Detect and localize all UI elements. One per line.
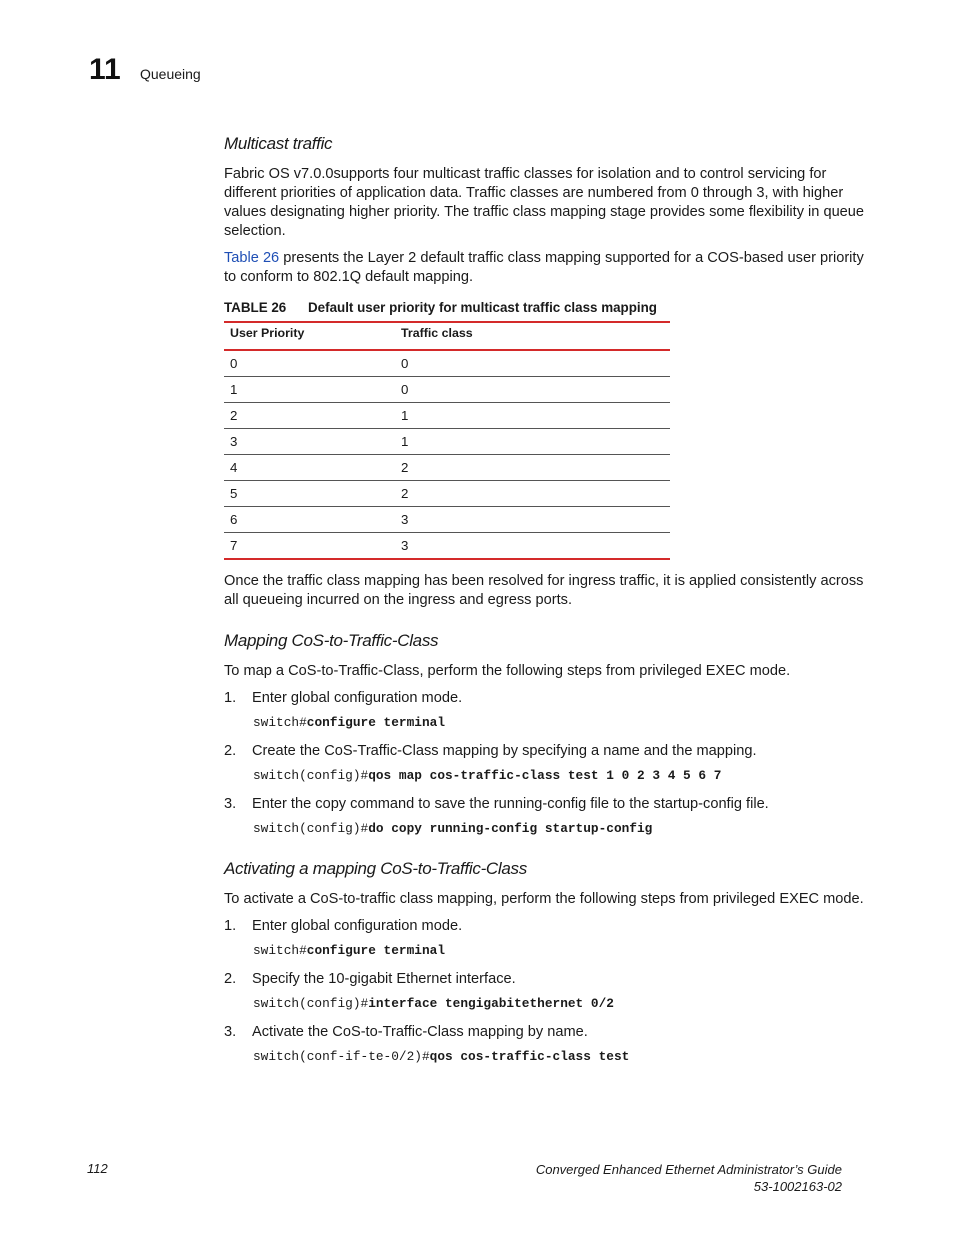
paragraph: Once the traffic class mapping has been resolved for ingress traffic, it is applied consistently across all queueing incurred on the ingress and egress ports. xyxy=(224,573,864,608)
code-block xyxy=(253,714,874,732)
doc-number: 53-1002163-02 xyxy=(753,1179,842,1194)
paragraph: Fabric OS v7.0.0supports four multicast traffic classes for isolation and to control servicing for different priorities of application data. Traffic classes are numbered from 0 through 3, with higher values designating higher priority. The traffic class mapping stage provides some flexibility in queue selection. xyxy=(224,166,865,239)
chapter-number: 11 xyxy=(89,53,121,86)
table-cell: 1 xyxy=(401,434,409,449)
footer-doc-info xyxy=(536,1161,842,1195)
paragraph-text: presents the Layer 2 default traffic class mapping supported for a COS-based user priority to conform to 802.1Q default mapping. xyxy=(224,250,864,285)
page-number: 112 xyxy=(87,1161,108,1176)
code-command: configure terminal xyxy=(306,943,445,958)
section-activating xyxy=(224,858,874,1066)
step-text: Enter global configuration mode. xyxy=(252,690,463,706)
section-heading-multicast: Multicast traffic xyxy=(224,134,333,153)
table-row xyxy=(224,507,670,533)
code-prompt: switch# xyxy=(253,715,307,730)
code-command: configure terminal xyxy=(306,715,445,730)
table-cell: 0 xyxy=(230,356,238,371)
step-number: 2. xyxy=(224,743,237,759)
code-prompt: switch(config)# xyxy=(253,768,369,783)
step-number: 1. xyxy=(224,690,237,706)
paragraph: To activate a CoS-to-traffic class mapping, perform the following steps from privileged EXEC mode. xyxy=(224,891,864,907)
code-block xyxy=(253,942,874,960)
paragraph: To map a CoS-to-Traffic-Class, perform the following steps from privileged EXEC mode. xyxy=(224,663,791,679)
priority-mapping-table xyxy=(224,321,670,560)
step-item xyxy=(224,795,874,814)
table-cell: 6 xyxy=(230,512,238,527)
table-row xyxy=(224,533,670,560)
table-cell: 3 xyxy=(401,538,409,553)
table-cell: 0 xyxy=(401,382,409,397)
table-row xyxy=(224,403,670,429)
table-cell: 2 xyxy=(230,408,238,423)
table-row xyxy=(224,350,670,377)
column-header: Traffic class xyxy=(401,326,473,340)
page-content xyxy=(224,133,874,1076)
table-caption xyxy=(224,299,874,317)
section-mapping xyxy=(224,630,874,838)
table-row xyxy=(224,455,670,481)
column-header: User Priority xyxy=(230,326,305,340)
step-item xyxy=(224,1023,874,1042)
table-cell: 1 xyxy=(401,408,409,423)
step-text: Specify the 10-gigabit Ethernet interface. xyxy=(252,971,516,987)
table-cell: 3 xyxy=(401,512,409,527)
code-block xyxy=(253,767,874,785)
code-block xyxy=(253,820,874,838)
table-cell: 2 xyxy=(401,486,409,501)
table-cell: 5 xyxy=(230,486,238,501)
table-reference-link[interactable]: Table 26 xyxy=(224,250,280,266)
section-heading-mapping: Mapping CoS-to-Traffic-Class xyxy=(224,631,439,650)
paragraph xyxy=(224,249,874,287)
chapter-title: Queueing xyxy=(140,66,201,82)
step-item xyxy=(224,689,874,708)
table-header-row xyxy=(224,322,670,350)
code-command: qos cos-traffic-class test xyxy=(429,1049,630,1064)
code-command: interface tengigabitethernet 0/2 xyxy=(368,996,614,1011)
step-number: 1. xyxy=(224,918,237,934)
table-cell: 1 xyxy=(230,382,238,397)
step-text: Create the CoS-Traffic-Class mapping by specifying a name and the mapping. xyxy=(252,743,757,759)
table-cell: 7 xyxy=(230,538,238,553)
section-heading-activating: Activating a mapping CoS-to-Traffic-Class xyxy=(224,859,527,878)
table-cell: 0 xyxy=(401,356,409,371)
doc-title: Converged Enhanced Ethernet Administrator’s Guide xyxy=(535,1162,842,1177)
table-row xyxy=(224,429,670,455)
code-block xyxy=(253,1048,874,1066)
table-cell: 2 xyxy=(401,460,409,475)
step-item xyxy=(224,917,874,936)
table-label: TABLE 26 xyxy=(224,300,287,315)
code-prompt: switch(config)# xyxy=(253,821,369,836)
table-cell: 3 xyxy=(230,434,238,449)
table-cell: 4 xyxy=(230,460,238,475)
step-number: 2. xyxy=(224,971,237,987)
code-prompt: switch(config)# xyxy=(253,996,369,1011)
code-command: do copy running-config startup-config xyxy=(368,821,653,836)
step-item xyxy=(224,970,874,989)
code-block xyxy=(253,995,874,1013)
table-title: Default user priority for multicast traffic class mapping xyxy=(308,300,657,315)
step-number: 3. xyxy=(224,796,237,812)
code-prompt: switch# xyxy=(253,943,307,958)
step-text: Enter global configuration mode. xyxy=(252,918,463,934)
table-row xyxy=(224,377,670,403)
code-command: qos map cos-traffic-class test 1 0 2 3 4 5 6 7 xyxy=(368,768,722,783)
step-text: Enter the copy command to save the running-config file to the startup-config file. xyxy=(252,796,769,812)
step-item xyxy=(224,742,874,761)
step-number: 3. xyxy=(224,1024,237,1040)
code-prompt: switch(conf-if-te-0/2)# xyxy=(253,1049,430,1064)
step-text: Activate the CoS-to-Traffic-Class mapping by name. xyxy=(252,1024,588,1040)
table-row xyxy=(224,481,670,507)
